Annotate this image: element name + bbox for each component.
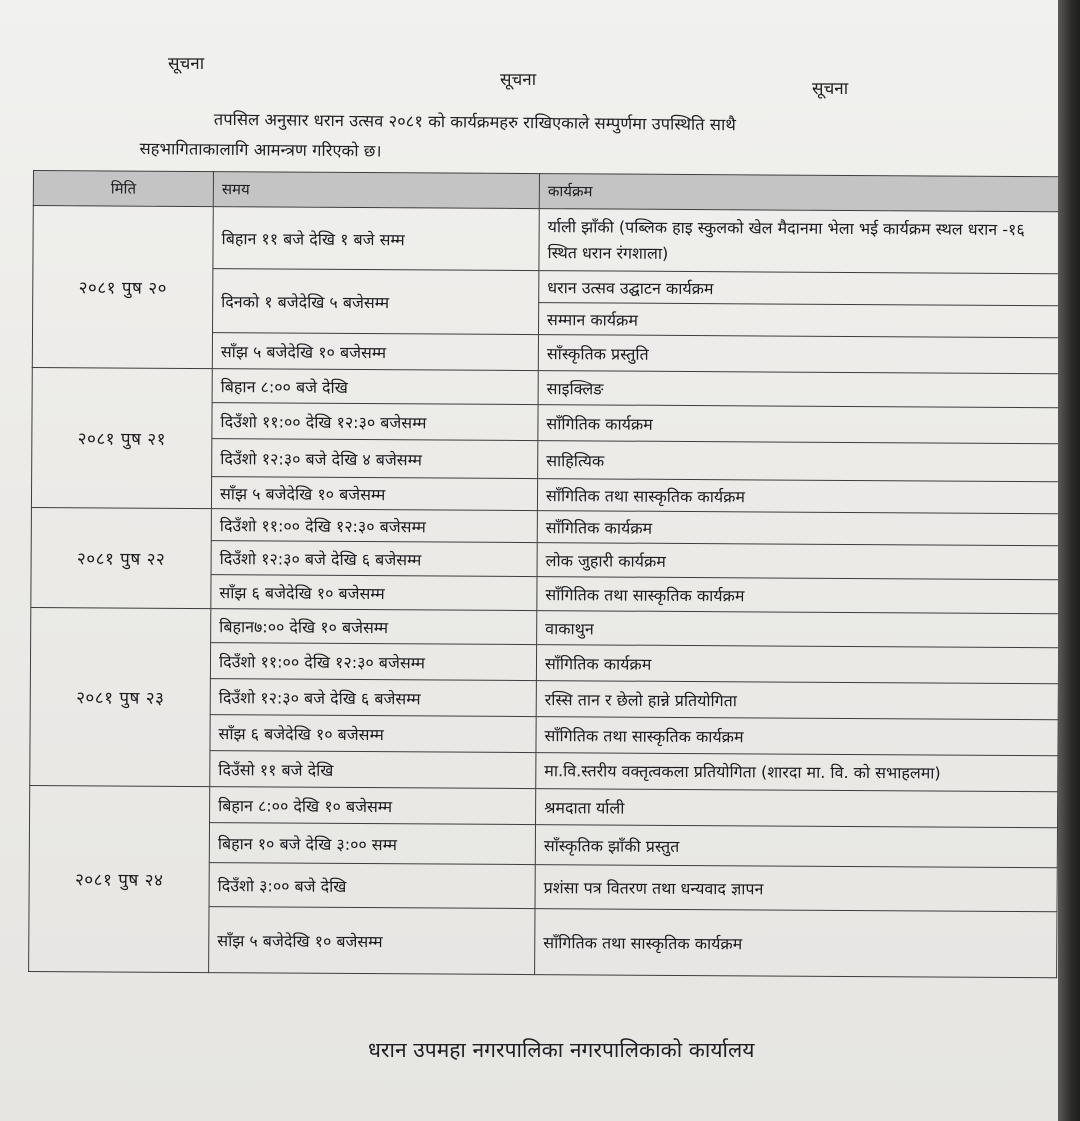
time-cell: दिउँशो ११:०० देखि १२:३० बजेसम्म bbox=[212, 403, 538, 441]
program-cell: धरान उत्सव उद्घाटन कार्यक्रम bbox=[539, 271, 1058, 306]
header-time: समय bbox=[213, 172, 539, 209]
schedule-table bbox=[28, 170, 1058, 978]
time-cell: बिहान ११ बजे देखि १ बजे सम्म bbox=[213, 207, 539, 271]
program-cell: साँगितिक कार्यक्रम bbox=[536, 645, 1058, 684]
intro-paragraph bbox=[139, 104, 920, 172]
time-cell: बिहान७:०० देखि १० बजेसम्म bbox=[211, 609, 537, 645]
program-cell: साँगितिक तथा सास्कृतिक कार्यक्रम bbox=[535, 909, 1057, 978]
time-cell: बिहान ८:०० देखि १० बजेसम्म bbox=[210, 787, 536, 825]
notice-heading-right: सूचना bbox=[812, 79, 849, 99]
time-cell: बिहान १० बजे देखि ३:०० सम्म bbox=[209, 823, 535, 865]
table-row bbox=[33, 206, 1058, 274]
program-cell: साँगितिक कार्यक्रम bbox=[537, 511, 1058, 546]
program-cell: लोक जुहारी कार्यक्रम bbox=[537, 543, 1058, 580]
office-signature: धरान उपमहा नगरपालिका नगरपालिकाको कार्यालय bbox=[368, 1038, 755, 1062]
program-cell: साँगितिक तथा सास्कृतिक कार्यक्रम bbox=[537, 479, 1058, 514]
time-cell: दिउँशो १२:३० बजे देखि ६ बजेसम्म bbox=[210, 679, 536, 717]
program-cell: साँगितिक कार्यक्रम bbox=[538, 405, 1058, 444]
program-cell: साहित्यिक bbox=[538, 441, 1058, 482]
program-cell: वाकाथुन bbox=[537, 611, 1058, 648]
notice-heading-left: सूचना bbox=[168, 54, 205, 74]
date-cell: २०८१ पुष २१ bbox=[31, 367, 212, 508]
time-cell: दिउँशो ११:०० देखि १२:३० बजेसम्म bbox=[210, 643, 536, 681]
table-row bbox=[31, 607, 1058, 647]
time-cell: दिउँशो ११:०० देखि १२:३० बजेसम्म bbox=[211, 509, 537, 543]
schedule-body bbox=[29, 206, 1058, 978]
time-cell: साँझ ५ बजेदेखि १० बजेसम्म bbox=[209, 907, 535, 975]
intro-line-1: तपसिल अनुसार धरान उत्सव २०८१ को कार्यक्रमहरु राखिएकाले सम्पुर्णमा उपस्थिति साथै bbox=[213, 109, 736, 135]
program-cell: मा.वि.स्तरीय वक्तृत्वकला प्रतियोगिता (शारदा मा. वि. को सभाहलमा) bbox=[536, 753, 1058, 792]
header-program: कार्यक्रम bbox=[539, 174, 1058, 212]
time-cell: साँझ ५ बजेदेखि १० बजेसम्म bbox=[211, 477, 537, 511]
program-cell: साँगितिक तथा सास्कृतिक कार्यक्रम bbox=[537, 577, 1058, 614]
table-row bbox=[32, 367, 1058, 407]
time-cell: दिउँशो ३:०० बजे देखि bbox=[209, 863, 535, 909]
time-cell: साँझ ५ बजेदेखि १० बजेसम्म bbox=[212, 333, 538, 371]
program-cell: साइक्लिङ bbox=[538, 371, 1058, 408]
date-cell: २०८१ पुष २० bbox=[32, 206, 213, 369]
intro-line-2: सहभागिताकालागि आमन्त्रण गरिएको छ। bbox=[139, 138, 382, 161]
time-cell: दिउँसो ११ बजे देखि bbox=[210, 751, 536, 789]
time-cell: साँझ ६ बजेदेखि १० बजेसम्म bbox=[210, 715, 536, 753]
program-cell: र्याली झाँकी (पब्लिक हाइ स्कुलको खेल मैदानमा भेला भई कार्यक्रम स्थल धरान -१६ स्थित धरान रंगशाला) bbox=[539, 209, 1058, 274]
time-cell: बिहान ८:०० बजे देखि bbox=[212, 369, 538, 405]
notice-heading-center: सूचना bbox=[500, 70, 537, 90]
program-cell: सम्मान कार्यक्रम bbox=[539, 303, 1058, 338]
date-cell: २०८१ पुष २३ bbox=[30, 607, 211, 786]
program-cell: रस्सि तान र छेलो हान्ने प्रतियोगिता bbox=[536, 681, 1058, 720]
date-cell: २०८१ पुष २२ bbox=[31, 507, 212, 608]
time-cell: साँझ ६ बजेदेखि १० बजेसम्म bbox=[211, 575, 537, 611]
program-cell: साँस्कृतिक झाँकी प्रस्तुत bbox=[535, 825, 1057, 868]
time-cell: दिनको १ बजेदेखि ५ बजेसम्म bbox=[213, 269, 539, 335]
time-cell: दिउँशो १२:३० बजे देखि ४ बजेसम्म bbox=[212, 439, 538, 479]
program-cell: साँस्कृतिक प्रस्तुति bbox=[538, 335, 1058, 374]
background-edge bbox=[1058, 0, 1080, 1121]
program-cell: साँगितिक तथा सास्कृतिक कार्यक्रम bbox=[536, 717, 1058, 756]
header-date: मिति bbox=[33, 171, 213, 207]
date-cell: २०८१ पुष २४ bbox=[29, 785, 210, 972]
table-row bbox=[30, 785, 1058, 827]
table-row bbox=[31, 507, 1058, 545]
program-cell: श्रमदाता र्याली bbox=[536, 789, 1058, 828]
program-cell: प्रशंसा पत्र वितरण तथा धन्यवाद ज्ञापन bbox=[535, 865, 1057, 912]
time-cell: दिउँशो १२:३० बजे देखि ६ बजेसम्म bbox=[211, 541, 537, 577]
